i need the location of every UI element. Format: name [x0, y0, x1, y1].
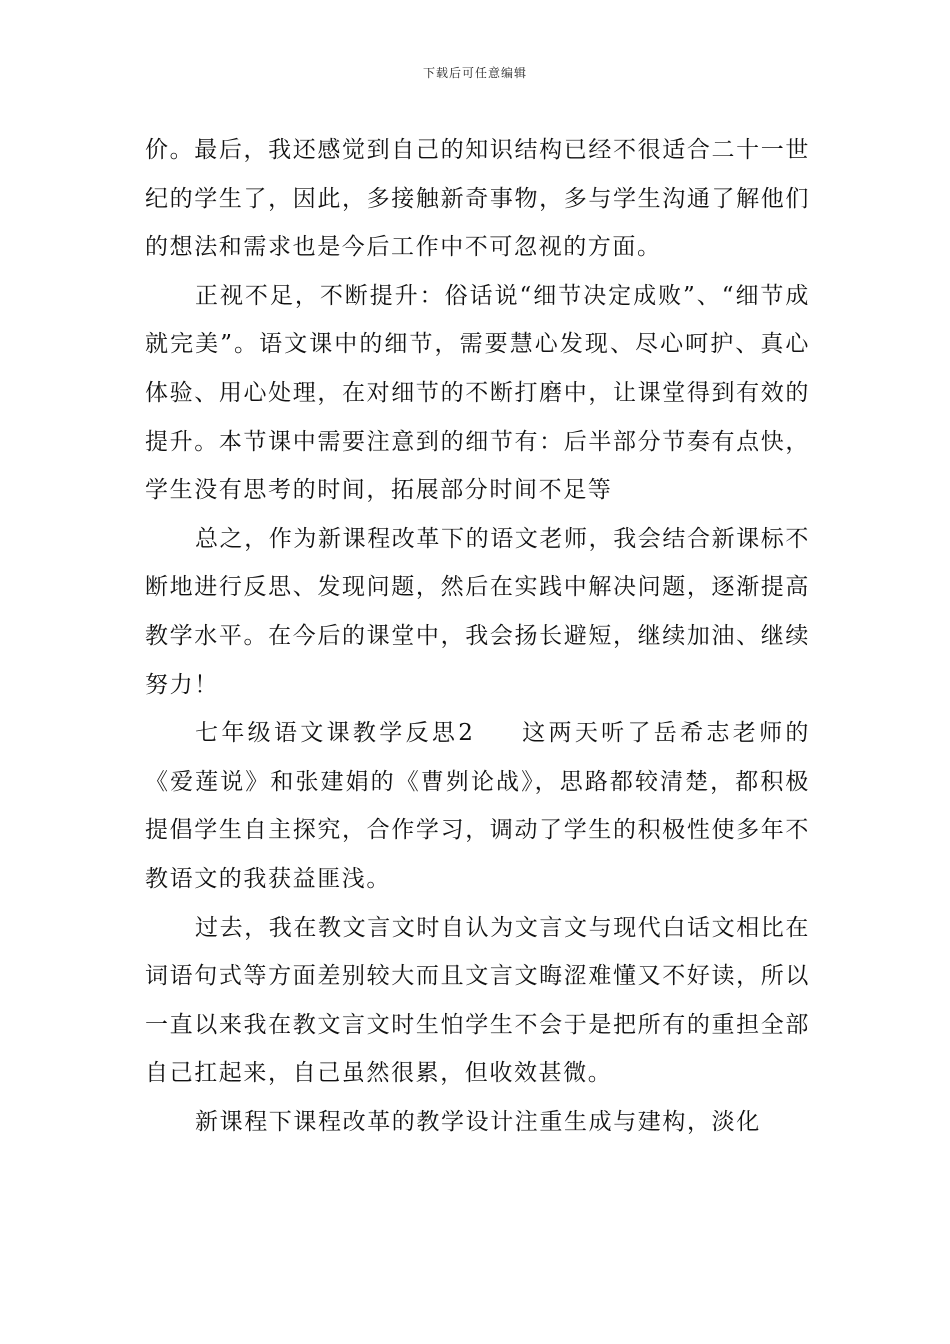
paragraph-2: 正视不足，不断提升：俗话说“细节决定成败”、“细节成就完美”。语文课中的细节，需要慧心发现、尽心呵护、真心体验、用心处理，在对细节的不断打磨中，让课堂得到有效的提升。本节课中需要注意到的细节有：后半部分节奏有点快，学生没有思考的时间，拓展部分时间不足等	[145, 282, 810, 504]
section-title: 七年级语文课教学反思2	[195, 720, 475, 747]
paragraph-5: 过去，我在教文言文时自认为文言文与现代白话文相比在词语句式等方面差别较大而且文言文晦涩难懂又不好读，所以一直以来我在教文言文时生怕学生不会于是把所有的重担全部自己扛起来，自己虽然很累，但收效甚微。	[145, 914, 810, 1087]
paragraph-6: 新课程下课程改革的教学设计注重生成与建构，淡化	[195, 1108, 761, 1135]
paragraph-4	[145, 709, 810, 903]
paragraph-4-text: 这两天听了岳希志老师的《爱莲说》和张建娟的《曹刿论战》，思路都较清楚，都积极提倡学生自主探究，合作学习，调动了学生的积极性使多年不教语文的我获益匪浅。	[145, 720, 810, 892]
page-header: 下载后可任意编辑	[422, 66, 527, 80]
paragraph-1: 价。最后，我还感觉到自己的知识结构已经不很适合二十一世纪的学生了，因此，多接触新奇事物，多与学生沟通了解他们的想法和需求也是今后工作中不可忽视的方面。	[145, 137, 810, 261]
paragraph-3: 总之，作为新课程改革下的语文老师，我会结合新课标不断地进行反思、发现问题，然后在实践中解决问题，逐渐提高教学水平。在今后的课堂中，我会扬长避短，继续加油、继续努力！	[145, 525, 810, 698]
document-body	[145, 126, 810, 1146]
